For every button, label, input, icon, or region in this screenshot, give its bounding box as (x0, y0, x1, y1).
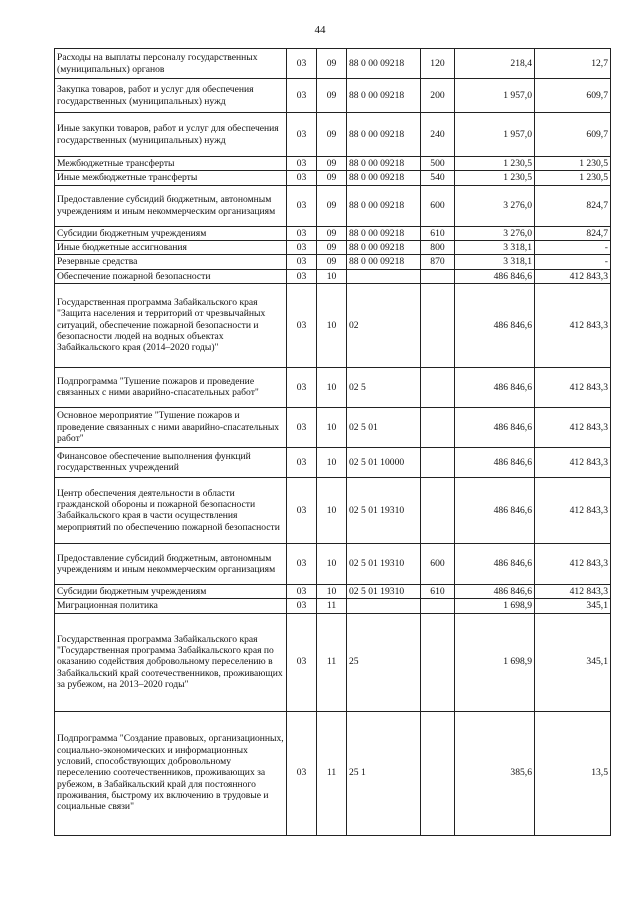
expense-type-code: 600 (421, 543, 455, 584)
table-row (55, 171, 611, 185)
table-row (55, 283, 611, 367)
subsection-code: 09 (317, 157, 347, 171)
subsection-code: 10 (317, 367, 347, 407)
target-item-code: 88 0 00 09218 (347, 49, 421, 79)
amount-approved: 385,6 (455, 711, 535, 835)
amount-executed: - (535, 240, 611, 254)
table-row (55, 711, 611, 835)
expense-type-code (421, 599, 455, 613)
section-code: 03 (287, 171, 317, 185)
expense-type-code: 540 (421, 171, 455, 185)
section-code: 03 (287, 447, 317, 477)
target-item-code: 02 (347, 283, 421, 367)
item-name: Расходы на выплаты персоналу государственных (муниципальных) органов (55, 49, 287, 79)
expense-type-code: 870 (421, 255, 455, 269)
expense-type-code: 610 (421, 226, 455, 240)
section-code: 03 (287, 584, 317, 598)
amount-executed: 412 843,3 (535, 269, 611, 283)
item-name: Субсидии бюджетным учреждениям (55, 584, 287, 598)
amount-executed: 824,7 (535, 226, 611, 240)
table-row (55, 613, 611, 711)
expense-type-code (421, 613, 455, 711)
expense-type-code: 610 (421, 584, 455, 598)
amount-executed: 412 843,3 (535, 447, 611, 477)
amount-approved: 1 698,9 (455, 599, 535, 613)
amount-executed: 824,7 (535, 185, 611, 226)
expense-type-code (421, 711, 455, 835)
table-row (55, 49, 611, 79)
subsection-code: 09 (317, 79, 347, 113)
item-name: Резервные средства (55, 255, 287, 269)
section-code: 03 (287, 367, 317, 407)
amount-approved: 486 846,6 (455, 367, 535, 407)
expense-type-code: 200 (421, 79, 455, 113)
section-code: 03 (287, 240, 317, 254)
amount-executed: 13,5 (535, 711, 611, 835)
subsection-code: 10 (317, 269, 347, 283)
subsection-code: 10 (317, 584, 347, 598)
subsection-code: 10 (317, 407, 347, 447)
item-name: Подпрограмма "Тушение пожаров и проведение связанных с ними аварийно-спасательных работ" (55, 367, 287, 407)
section-code: 03 (287, 407, 317, 447)
target-item-code: 02 5 (347, 367, 421, 407)
item-name: Субсидии бюджетным учреждениям (55, 226, 287, 240)
subsection-code: 10 (317, 477, 347, 543)
target-item-code (347, 599, 421, 613)
target-item-code: 02 5 01 10000 (347, 447, 421, 477)
subsection-code: 09 (317, 49, 347, 79)
section-code: 03 (287, 255, 317, 269)
expense-type-code: 600 (421, 185, 455, 226)
amount-executed: 1 230,5 (535, 171, 611, 185)
target-item-code: 25 (347, 613, 421, 711)
amount-approved: 486 846,6 (455, 447, 535, 477)
item-name: Предоставление субсидий бюджетным, автономным учреждениям и иным некоммерческим организациям (55, 543, 287, 584)
amount-executed: 412 843,3 (535, 367, 611, 407)
amount-approved: 1 230,5 (455, 157, 535, 171)
table-row (55, 185, 611, 226)
amount-approved: 486 846,6 (455, 269, 535, 283)
target-item-code: 88 0 00 09218 (347, 113, 421, 157)
amount-executed: 1 230,5 (535, 157, 611, 171)
subsection-code: 09 (317, 255, 347, 269)
table-row (55, 269, 611, 283)
target-item-code: 02 5 01 19310 (347, 584, 421, 598)
amount-executed: 12,7 (535, 49, 611, 79)
amount-executed: 412 843,3 (535, 584, 611, 598)
subsection-code: 10 (317, 447, 347, 477)
expense-type-code (421, 447, 455, 477)
expense-type-code: 120 (421, 49, 455, 79)
table-row (55, 226, 611, 240)
table-row (55, 367, 611, 407)
subsection-code: 10 (317, 283, 347, 367)
table-row (55, 79, 611, 113)
amount-approved: 486 846,6 (455, 477, 535, 543)
expense-type-code (421, 407, 455, 447)
target-item-code (347, 269, 421, 283)
section-code: 03 (287, 477, 317, 543)
table-row (55, 584, 611, 598)
item-name: Центр обеспечения деятельности в области гражданской обороны и пожарной безопасности Забайкальского края в части осуществления мероприятий по обеспечению пожарной безопасности (55, 477, 287, 543)
section-code: 03 (287, 543, 317, 584)
item-name: Межбюджетные трансферты (55, 157, 287, 171)
section-code: 03 (287, 283, 317, 367)
target-item-code: 88 0 00 09218 (347, 171, 421, 185)
amount-approved: 486 846,6 (455, 283, 535, 367)
amount-executed: 345,1 (535, 613, 611, 711)
amount-approved: 3 276,0 (455, 226, 535, 240)
item-name: Закупка товаров, работ и услуг для обеспечения государственных (муниципальных) нужд (55, 79, 287, 113)
item-name: Иные бюджетные ассигнования (55, 240, 287, 254)
table-row (55, 157, 611, 171)
target-item-code: 88 0 00 09218 (347, 157, 421, 171)
subsection-code: 09 (317, 226, 347, 240)
subsection-code: 11 (317, 613, 347, 711)
target-item-code: 88 0 00 09218 (347, 255, 421, 269)
amount-executed: 345,1 (535, 599, 611, 613)
expense-type-code: 800 (421, 240, 455, 254)
amount-approved: 1 957,0 (455, 79, 535, 113)
subsection-code: 11 (317, 599, 347, 613)
table-row (55, 255, 611, 269)
expense-type-code (421, 283, 455, 367)
section-code: 03 (287, 157, 317, 171)
subsection-code: 09 (317, 240, 347, 254)
amount-approved: 1 957,0 (455, 113, 535, 157)
table-row (55, 543, 611, 584)
item-name: Основное мероприятие "Тушение пожаров и проведение связанных с ними аварийно-спасательных работ" (55, 407, 287, 447)
amount-executed: 412 843,3 (535, 283, 611, 367)
amount-executed: 412 843,3 (535, 477, 611, 543)
table-row (55, 240, 611, 254)
item-name: Государственная программа Забайкальского края "Государственная программа Забайкальского края по оказанию содействия добровольному переселению в Забайкальский край соотечественников, проживающих за рубежом, на 2013–2020 годы" (55, 613, 287, 711)
amount-approved: 3 318,1 (455, 255, 535, 269)
item-name: Миграционная политика (55, 599, 287, 613)
amount-approved: 218,4 (455, 49, 535, 79)
table-row (55, 477, 611, 543)
amount-executed: 609,7 (535, 113, 611, 157)
item-name: Предоставление субсидий бюджетным, автономным учреждениям и иным некоммерческим организациям (55, 185, 287, 226)
target-item-code: 25 1 (347, 711, 421, 835)
item-name: Обеспечение пожарной безопасности (55, 269, 287, 283)
table-row (55, 407, 611, 447)
amount-executed: 609,7 (535, 79, 611, 113)
amount-approved: 3 318,1 (455, 240, 535, 254)
amount-approved: 486 846,6 (455, 407, 535, 447)
section-code: 03 (287, 79, 317, 113)
amount-approved: 486 846,6 (455, 584, 535, 598)
target-item-code: 88 0 00 09218 (347, 226, 421, 240)
item-name: Финансовое обеспечение выполнения функций государственных учреждений (55, 447, 287, 477)
target-item-code: 02 5 01 19310 (347, 543, 421, 584)
budget-table-body (55, 49, 611, 836)
item-name: Иные закупки товаров, работ и услуг для обеспечения государственных (муниципальных) нужд (55, 113, 287, 157)
target-item-code: 88 0 00 09218 (347, 240, 421, 254)
section-code: 03 (287, 269, 317, 283)
subsection-code: 10 (317, 543, 347, 584)
item-name: Подпрограмма "Создание правовых, организационных, социально-экономических и информационных условий, способствующих добровольному переселению соотечественников, проживающих за рубежом, в Забайкальский край для постоянного проживания, быстрому их включению в трудовые и социальные связи" (55, 711, 287, 835)
section-code: 03 (287, 613, 317, 711)
section-code: 03 (287, 113, 317, 157)
subsection-code: 09 (317, 185, 347, 226)
item-name: Иные межбюджетные трансферты (55, 171, 287, 185)
subsection-code: 11 (317, 711, 347, 835)
table-row (55, 447, 611, 477)
amount-approved: 486 846,6 (455, 543, 535, 584)
expense-type-code (421, 269, 455, 283)
section-code: 03 (287, 185, 317, 226)
expense-type-code (421, 477, 455, 543)
amount-executed: 412 843,3 (535, 543, 611, 584)
page-number: 44 (314, 24, 326, 36)
section-code: 03 (287, 711, 317, 835)
item-name: Государственная программа Забайкальского края "Защита населения и территорий от чрезвычайных ситуаций, обеспечение пожарной безопасности и безопасности людей на водных объектах Забайкальского края (2014–2020 годы)" (55, 283, 287, 367)
amount-executed: 412 843,3 (535, 407, 611, 447)
subsection-code: 09 (317, 113, 347, 157)
target-item-code: 88 0 00 09218 (347, 185, 421, 226)
section-code: 03 (287, 49, 317, 79)
amount-approved: 1 698,9 (455, 613, 535, 711)
amount-approved: 1 230,5 (455, 171, 535, 185)
section-code: 03 (287, 599, 317, 613)
table-row (55, 113, 611, 157)
budget-table (54, 48, 611, 836)
section-code: 03 (287, 226, 317, 240)
target-item-code: 02 5 01 (347, 407, 421, 447)
expense-type-code: 500 (421, 157, 455, 171)
table-row (55, 599, 611, 613)
target-item-code: 02 5 01 19310 (347, 477, 421, 543)
amount-approved: 3 276,0 (455, 185, 535, 226)
amount-executed: - (535, 255, 611, 269)
subsection-code: 09 (317, 171, 347, 185)
target-item-code: 88 0 00 09218 (347, 79, 421, 113)
expense-type-code (421, 367, 455, 407)
expense-type-code: 240 (421, 113, 455, 157)
